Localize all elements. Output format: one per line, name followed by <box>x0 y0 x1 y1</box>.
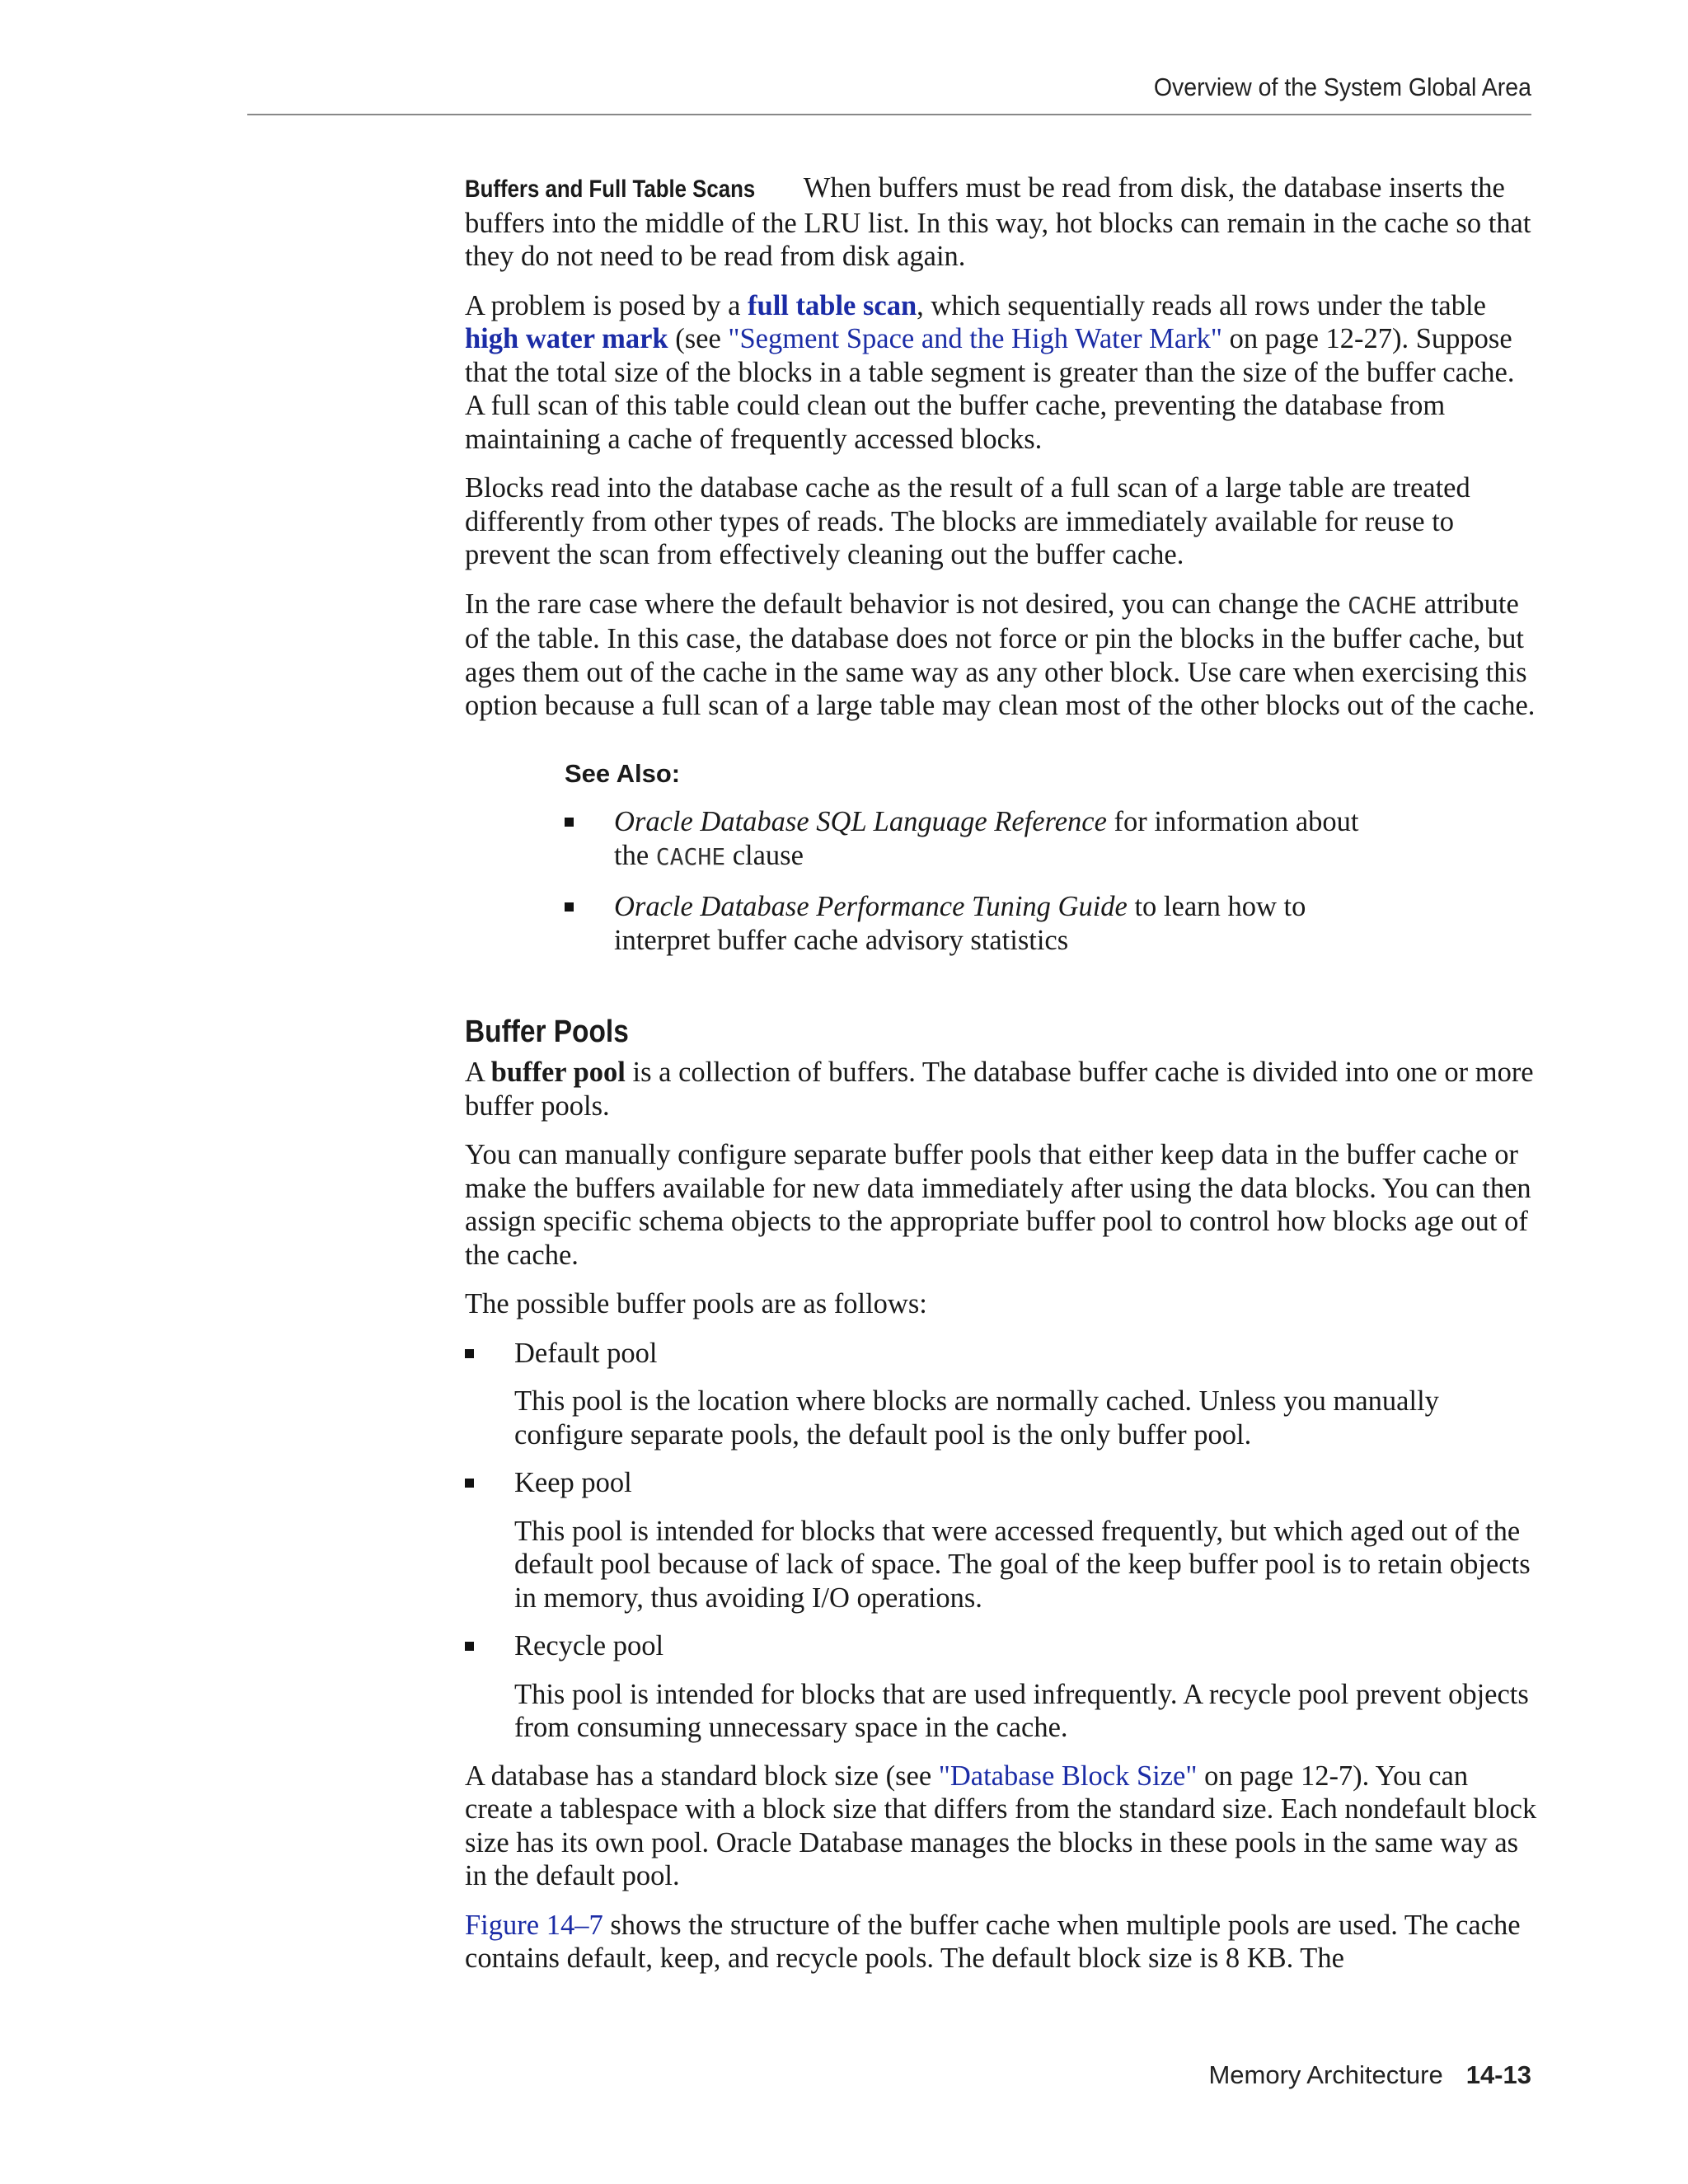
pool-name: Keep pool <box>514 1467 632 1498</box>
text-run: A problem is posed by a <box>465 289 748 321</box>
text-run: to learn how to interpret buffer cache advisory statistics <box>614 891 1306 956</box>
text-run: shows the structure of the buffer cache when multiple pools are used. The cache contains default, keep, and recycle pools. The default block size is 8 KB. The <box>465 1909 1521 1974</box>
book-title[interactable]: Oracle Database SQL Language Reference <box>614 806 1107 837</box>
paragraph-buffers-full-table-scans <box>465 171 1538 274</box>
pool-name: Default pool <box>514 1337 658 1369</box>
text-run: on page 12-27). Suppose that the total size of the blocks in a table segment is greater than the size of the buffer cache. A full scan of this table could clean out the buffer cache, preventing the database from maintaining a cache of frequently accessed blocks. <box>465 323 1515 455</box>
paragraph-full-table-scan <box>465 289 1538 457</box>
paragraph-manual-configure: You can manually configure separate buffer pools that either keep data in the buffer cache or make the buffers available for new data immediately after using the data blocks. You can then assign specific schema objects to the appropriate buffer pool to control how blocks age out of the cache. <box>465 1139 1531 1271</box>
page-content <box>465 171 1538 1991</box>
text-run: A database has a standard block size (see <box>465 1760 939 1792</box>
book-title[interactable]: Oracle Database Performance Tuning Guide <box>614 891 1128 922</box>
header-rule <box>247 114 1531 115</box>
text-run: on page 12-7). You can create a tablespace with a block size that differs from the standard size. Each nondefault block size has its own pool. Oracle Database manages the blocks in these pools in the same way as in the default pool. <box>465 1760 1537 1891</box>
paragraph-buffer-pool-definition <box>465 1056 1538 1122</box>
text-run: is a collection of buffers. The database buffer cache is divided into one or more buffer pools. <box>465 1057 1534 1122</box>
see-also-title: See Also: <box>565 758 681 788</box>
pool-item-recycle <box>465 1629 1538 1745</box>
see-also-box <box>565 757 1538 958</box>
runin-heading: Buffers and Full Table Scans <box>465 176 756 203</box>
page-footer <box>1208 2060 1531 2090</box>
pool-description: This pool is the location where blocks are normally cached. Unless you manually configure separate pools, the default pool is the only buffer pool. <box>514 1385 1439 1451</box>
footer-chapter-title: Memory Architecture <box>1208 2060 1443 2089</box>
pool-description: This pool is intended for blocks that are used infrequently. A recycle pool prevent objects from consuming unnecessary space in the cache. <box>514 1678 1529 1743</box>
term-buffer-pool: buffer pool <box>490 1057 626 1088</box>
page-number: 14-13 <box>1465 2060 1531 2089</box>
xref-link-segment-space[interactable]: "Segment Space and the High Water Mark" <box>728 323 1222 354</box>
text-run: In the rare case where the default behavior is not desired, you can change the <box>465 588 1348 620</box>
paragraph-text: When buffers must be read from disk, the database inserts the buffers into the middle of the LRU list. In this way, hot blocks can remain in the cache so that they do not need to be read from disk again. <box>465 172 1531 272</box>
paragraph-figure-reference <box>465 1909 1538 1975</box>
paragraph-block-size <box>465 1760 1538 1893</box>
running-header: Overview of the System Global Area <box>1153 73 1531 101</box>
bullet-icon <box>465 1349 474 1358</box>
see-also-item <box>565 805 1372 874</box>
text-run: (see <box>668 323 729 354</box>
xref-link-database-block-size[interactable]: "Database Block Size" <box>938 1760 1198 1792</box>
code-cache: CACHE <box>655 842 726 870</box>
paragraph-possible-pools: The possible buffer pools are as follows: <box>465 1288 927 1319</box>
paragraph-cache-attribute <box>465 588 1538 723</box>
pool-name: Recycle pool <box>514 1630 664 1661</box>
section-heading-buffer-pools: Buffer Pools <box>465 1015 629 1049</box>
pool-description: This pool is intended for blocks that were accessed frequently, but which aged out of the default pool because of lack of space. The goal of the keep buffer pool is to retain objects in memory, thus avoiding I/O operations. <box>514 1515 1531 1614</box>
text-run: A <box>465 1057 491 1088</box>
xref-link-figure-14-7[interactable]: Figure 14–7 <box>465 1909 603 1941</box>
text-run: clause <box>725 839 804 871</box>
paragraph-blocks-read: Blocks read into the database cache as the result of a full scan of a large table are treated differently from other types of reads. The blocks are immediately available for reuse to prevent the scan from effectively cleaning out the buffer cache. <box>465 472 1470 570</box>
text-run: attribute of the table. In this case, the database does not force or pin the blocks in the buffer cache, but ages them out of the cache in the same way as any other block. Use care when exercising this option because a full scan of a large table may clean most of the other blocks out of the cache. <box>465 588 1536 721</box>
bullet-icon <box>565 818 574 827</box>
see-also-item <box>565 890 1372 957</box>
text-run: for information about the <box>614 806 1359 871</box>
bullet-icon <box>465 1642 474 1651</box>
text-run: , which sequentially reads all rows under the table <box>917 289 1486 321</box>
pool-item-keep <box>465 1466 1538 1615</box>
pool-item-default <box>465 1337 1538 1452</box>
glossary-link-full-table-scan[interactable]: full table scan <box>748 289 917 321</box>
pool-list <box>465 1337 1538 1745</box>
code-cache: CACHE <box>1347 591 1418 619</box>
bullet-icon <box>565 902 574 912</box>
bullet-icon <box>465 1479 474 1488</box>
see-also-list <box>565 805 1538 957</box>
glossary-link-high-water-mark[interactable]: high water mark <box>465 323 668 354</box>
